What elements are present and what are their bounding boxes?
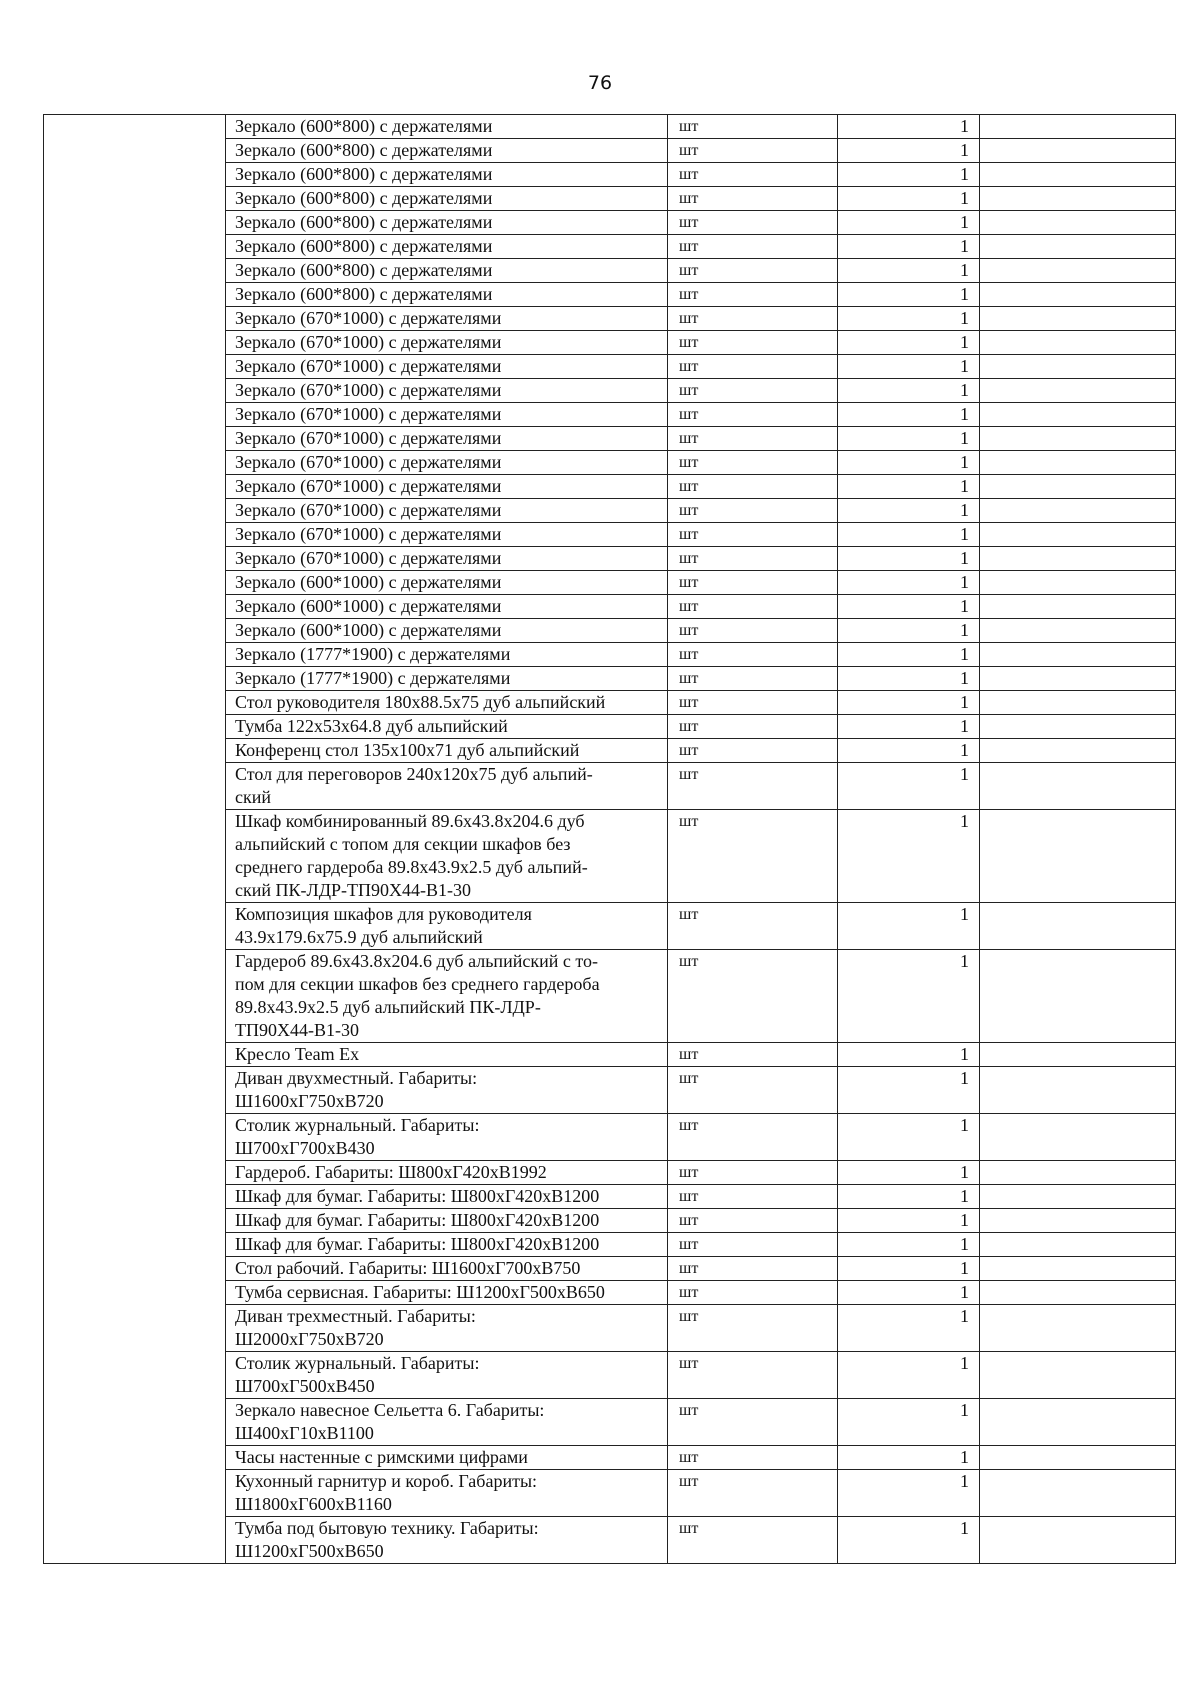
quantity-cell: 1	[838, 595, 980, 619]
item-name-cell: Гардероб 89.6х43.8х204.6 дуб альпийский с то- пом для секции шкафов без среднего гардероба 89.8х43.9х2.5 дуб альпийский ПК-ЛДР- ТП90Х44-В1-30	[226, 950, 668, 1043]
inventory-table	[43, 114, 1176, 1564]
quantity-cell: 1	[838, 403, 980, 427]
item-name-cell: Зеркало (600*800) с держателями	[226, 283, 668, 307]
unit-cell: шт	[668, 1257, 838, 1281]
note-cell	[980, 1067, 1176, 1114]
quantity-cell: 1	[838, 499, 980, 523]
quantity-cell: 1	[838, 715, 980, 739]
note-cell	[980, 379, 1176, 403]
unit-cell: шт	[668, 307, 838, 331]
item-name-cell: Конференц стол 135х100х71 дуб альпийский	[226, 739, 668, 763]
item-name-cell: Шкаф для бумаг. Габариты: Ш800хГ420хВ1200	[226, 1185, 668, 1209]
unit-cell: шт	[668, 715, 838, 739]
item-name-cell: Зеркало (670*1000) с держателями	[226, 523, 668, 547]
unit-cell: шт	[668, 259, 838, 283]
note-cell	[980, 235, 1176, 259]
unit-cell: шт	[668, 115, 838, 139]
unit-cell: шт	[668, 451, 838, 475]
unit-cell: шт	[668, 523, 838, 547]
quantity-cell: 1	[838, 331, 980, 355]
quantity-cell: 1	[838, 163, 980, 187]
unit-cell: шт	[668, 547, 838, 571]
quantity-cell: 1	[838, 547, 980, 571]
quantity-cell: 1	[838, 1067, 980, 1114]
unit-cell: шт	[668, 331, 838, 355]
page-number: 76	[587, 72, 613, 94]
note-cell	[980, 763, 1176, 810]
note-cell	[980, 355, 1176, 379]
unit-cell: шт	[668, 1517, 838, 1564]
quantity-cell: 1	[838, 1281, 980, 1305]
quantity-cell: 1	[838, 643, 980, 667]
unit-cell: шт	[668, 283, 838, 307]
item-name-cell: Зеркало навесное Сельетта 6. Габариты: Ш400хГ10хВ1100	[226, 1399, 668, 1446]
quantity-cell: 1	[838, 1043, 980, 1067]
note-cell	[980, 1281, 1176, 1305]
item-name-cell: Стол для переговоров 240х120х75 дуб альпий- ский	[226, 763, 668, 810]
merged-empty-cell	[44, 115, 226, 1564]
unit-cell: шт	[668, 667, 838, 691]
note-cell	[980, 1209, 1176, 1233]
note-cell	[980, 1161, 1176, 1185]
unit-cell: шт	[668, 1352, 838, 1399]
item-name-cell: Зеркало (600*1000) с держателями	[226, 619, 668, 643]
unit-cell: шт	[668, 763, 838, 810]
item-name-cell: Зеркало (670*1000) с держателями	[226, 331, 668, 355]
table-row	[44, 115, 1176, 139]
note-cell	[980, 523, 1176, 547]
note-cell	[980, 1043, 1176, 1067]
item-name-cell: Диван трехместный. Габариты: Ш2000хГ750хВ720	[226, 1305, 668, 1352]
unit-cell: шт	[668, 475, 838, 499]
note-cell	[980, 547, 1176, 571]
quantity-cell: 1	[838, 1233, 980, 1257]
item-name-cell: Зеркало (600*800) с держателями	[226, 235, 668, 259]
note-cell	[980, 739, 1176, 763]
unit-cell: шт	[668, 379, 838, 403]
note-cell	[980, 619, 1176, 643]
quantity-cell: 1	[838, 739, 980, 763]
item-name-cell: Зеркало (600*1000) с держателями	[226, 595, 668, 619]
item-name-cell: Стол рабочий. Габариты: Ш1600хГ700хВ750	[226, 1257, 668, 1281]
quantity-cell: 1	[838, 1209, 980, 1233]
item-name-cell: Зеркало (600*800) с держателями	[226, 139, 668, 163]
quantity-cell: 1	[838, 691, 980, 715]
unit-cell: шт	[668, 1161, 838, 1185]
note-cell	[980, 1446, 1176, 1470]
unit-cell: шт	[668, 1209, 838, 1233]
quantity-cell: 1	[838, 523, 980, 547]
quantity-cell: 1	[838, 451, 980, 475]
quantity-cell: 1	[838, 211, 980, 235]
quantity-cell: 1	[838, 619, 980, 643]
item-name-cell: Зеркало (600*800) с держателями	[226, 163, 668, 187]
unit-cell: шт	[668, 739, 838, 763]
note-cell	[980, 331, 1176, 355]
unit-cell: шт	[668, 691, 838, 715]
unit-cell: шт	[668, 235, 838, 259]
item-name-cell: Зеркало (670*1000) с держателями	[226, 307, 668, 331]
note-cell	[980, 1399, 1176, 1446]
quantity-cell: 1	[838, 763, 980, 810]
item-name-cell: Часы настенные с римскими цифрами	[226, 1446, 668, 1470]
note-cell	[980, 1233, 1176, 1257]
note-cell	[980, 1470, 1176, 1517]
note-cell	[980, 163, 1176, 187]
quantity-cell: 1	[838, 355, 980, 379]
quantity-cell: 1	[838, 1185, 980, 1209]
item-name-cell: Столик журнальный. Габариты: Ш700хГ500хВ450	[226, 1352, 668, 1399]
note-cell	[980, 115, 1176, 139]
item-name-cell: Зеркало (600*800) с держателями	[226, 259, 668, 283]
unit-cell: шт	[668, 1114, 838, 1161]
unit-cell: шт	[668, 139, 838, 163]
quantity-cell: 1	[838, 475, 980, 499]
item-name-cell: Зеркало (670*1000) с держателями	[226, 379, 668, 403]
unit-cell: шт	[668, 187, 838, 211]
unit-cell: шт	[668, 1043, 838, 1067]
note-cell	[980, 211, 1176, 235]
quantity-cell: 1	[838, 1257, 980, 1281]
unit-cell: шт	[668, 571, 838, 595]
quantity-cell: 1	[838, 1161, 980, 1185]
quantity-cell: 1	[838, 283, 980, 307]
item-name-cell: Зеркало (600*800) с держателями	[226, 211, 668, 235]
note-cell	[980, 903, 1176, 950]
note-cell	[980, 259, 1176, 283]
note-cell	[980, 427, 1176, 451]
item-name-cell: Зеркало (670*1000) с держателями	[226, 427, 668, 451]
unit-cell: шт	[668, 595, 838, 619]
quantity-cell: 1	[838, 1517, 980, 1564]
unit-cell: шт	[668, 427, 838, 451]
unit-cell: шт	[668, 1305, 838, 1352]
quantity-cell: 1	[838, 235, 980, 259]
note-cell	[980, 1114, 1176, 1161]
item-name-cell: Зеркало (670*1000) с держателями	[226, 547, 668, 571]
note-cell	[980, 139, 1176, 163]
note-cell	[980, 403, 1176, 427]
item-name-cell: Тумба под бытовую технику. Габариты: Ш1200хГ500хВ650	[226, 1517, 668, 1564]
note-cell	[980, 1517, 1176, 1564]
inventory-table-body	[44, 115, 1176, 1564]
quantity-cell: 1	[838, 1470, 980, 1517]
quantity-cell: 1	[838, 1352, 980, 1399]
item-name-cell: Диван двухместный. Габариты: Ш1600хГ750хВ720	[226, 1067, 668, 1114]
note-cell	[980, 187, 1176, 211]
item-name-cell: Зеркало (670*1000) с держателями	[226, 451, 668, 475]
unit-cell: шт	[668, 1185, 838, 1209]
item-name-cell: Кресло Team Ex	[226, 1043, 668, 1067]
quantity-cell: 1	[838, 950, 980, 1043]
quantity-cell: 1	[838, 1399, 980, 1446]
unit-cell: шт	[668, 211, 838, 235]
note-cell	[980, 667, 1176, 691]
quantity-cell: 1	[838, 307, 980, 331]
quantity-cell: 1	[838, 571, 980, 595]
note-cell	[980, 715, 1176, 739]
note-cell	[980, 499, 1176, 523]
unit-cell: шт	[668, 1446, 838, 1470]
unit-cell: шт	[668, 903, 838, 950]
unit-cell: шт	[668, 499, 838, 523]
quantity-cell: 1	[838, 903, 980, 950]
quantity-cell: 1	[838, 1114, 980, 1161]
unit-cell: шт	[668, 403, 838, 427]
unit-cell: шт	[668, 355, 838, 379]
quantity-cell: 1	[838, 1305, 980, 1352]
quantity-cell: 1	[838, 427, 980, 451]
unit-cell: шт	[668, 1067, 838, 1114]
quantity-cell: 1	[838, 139, 980, 163]
item-name-cell: Зеркало (670*1000) с держателями	[226, 355, 668, 379]
item-name-cell: Зеркало (670*1000) с держателями	[226, 403, 668, 427]
unit-cell: шт	[668, 643, 838, 667]
note-cell	[980, 595, 1176, 619]
item-name-cell: Зеркало (600*1000) с держателями	[226, 571, 668, 595]
item-name-cell: Кухонный гарнитур и короб. Габариты: Ш1800хГ600хВ1160	[226, 1470, 668, 1517]
quantity-cell: 1	[838, 259, 980, 283]
unit-cell: шт	[668, 163, 838, 187]
note-cell	[980, 451, 1176, 475]
item-name-cell: Гардероб. Габариты: Ш800хГ420хВ1992	[226, 1161, 668, 1185]
quantity-cell: 1	[838, 187, 980, 211]
note-cell	[980, 1257, 1176, 1281]
note-cell	[980, 475, 1176, 499]
unit-cell: шт	[668, 1399, 838, 1446]
item-name-cell: Шкаф для бумаг. Габариты: Ш800хГ420хВ1200	[226, 1209, 668, 1233]
quantity-cell: 1	[838, 667, 980, 691]
item-name-cell: Шкаф комбинированный 89.6х43.8х204.6 дуб альпийский с топом для секции шкафов без среднего гардероба 89.8х43.9х2.5 дуб альпий- ский ПК-ЛДР-ТП90Х44-В1-30	[226, 810, 668, 903]
unit-cell: шт	[668, 950, 838, 1043]
quantity-cell: 1	[838, 810, 980, 903]
item-name-cell: Зеркало (600*800) с держателями	[226, 187, 668, 211]
note-cell	[980, 1185, 1176, 1209]
note-cell	[980, 643, 1176, 667]
item-name-cell: Зеркало (1777*1900) с держателями	[226, 667, 668, 691]
note-cell	[980, 307, 1176, 331]
note-cell	[980, 810, 1176, 903]
note-cell	[980, 691, 1176, 715]
item-name-cell: Стол руководителя 180х88.5х75 дуб альпийский	[226, 691, 668, 715]
unit-cell: шт	[668, 1470, 838, 1517]
unit-cell: шт	[668, 810, 838, 903]
note-cell	[980, 283, 1176, 307]
item-name-cell: Зеркало (600*800) с держателями	[226, 115, 668, 139]
note-cell	[980, 571, 1176, 595]
note-cell	[980, 950, 1176, 1043]
item-name-cell: Зеркало (670*1000) с держателями	[226, 499, 668, 523]
quantity-cell: 1	[838, 1446, 980, 1470]
unit-cell: шт	[668, 1233, 838, 1257]
unit-cell: шт	[668, 1281, 838, 1305]
quantity-cell: 1	[838, 379, 980, 403]
item-name-cell: Шкаф для бумаг. Габариты: Ш800хГ420хВ1200	[226, 1233, 668, 1257]
note-cell	[980, 1352, 1176, 1399]
item-name-cell: Тумба 122х53х64.8 дуб альпийский	[226, 715, 668, 739]
item-name-cell: Столик журнальный. Габариты: Ш700хГ700хВ430	[226, 1114, 668, 1161]
unit-cell: шт	[668, 619, 838, 643]
note-cell	[980, 1305, 1176, 1352]
quantity-cell: 1	[838, 115, 980, 139]
item-name-cell: Зеркало (670*1000) с держателями	[226, 475, 668, 499]
item-name-cell: Композиция шкафов для руководителя 43.9х179.6х75.9 дуб альпийский	[226, 903, 668, 950]
item-name-cell: Зеркало (1777*1900) с держателями	[226, 643, 668, 667]
item-name-cell: Тумба сервисная. Габариты: Ш1200хГ500хВ650	[226, 1281, 668, 1305]
